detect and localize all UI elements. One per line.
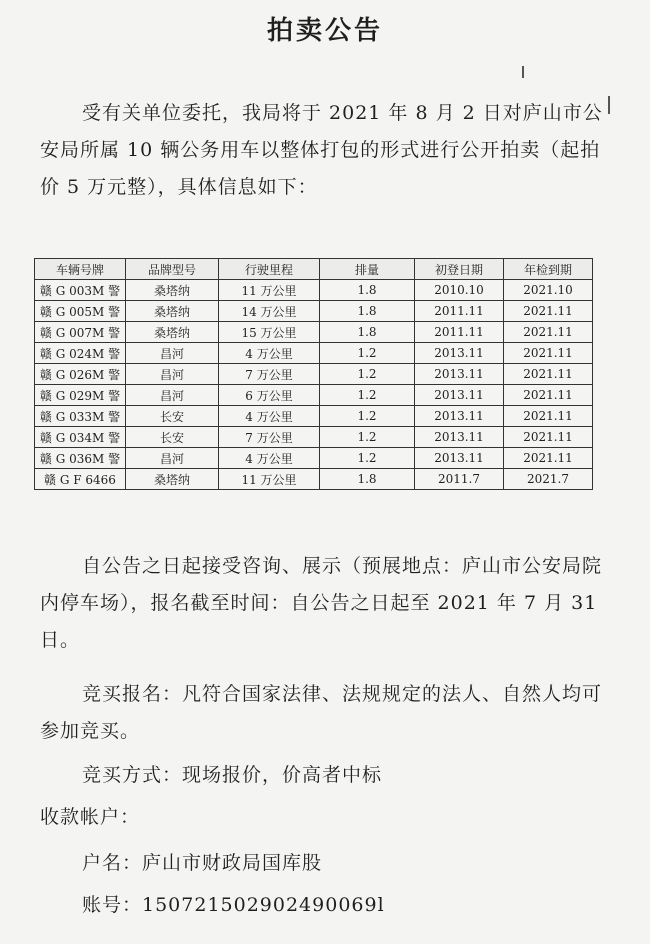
table-cell: 赣 G 036M 警 bbox=[35, 448, 126, 469]
table-header-cell: 行驶里程 bbox=[219, 259, 320, 280]
table-cell: 赣 G 034M 警 bbox=[35, 427, 126, 448]
table-cell: 桑塔纳 bbox=[126, 301, 219, 322]
signup-paragraph bbox=[40, 676, 610, 750]
table-cell: 赣 G 005M 警 bbox=[35, 301, 126, 322]
table-cell: 7 万公里 bbox=[219, 427, 320, 448]
table-cell: 2011.11 bbox=[415, 322, 504, 343]
table-cell: 2021.11 bbox=[504, 322, 593, 343]
account-heading: 收款帐户： bbox=[40, 806, 141, 828]
table-cell: 桑塔纳 bbox=[126, 469, 219, 490]
table-cell: 2013.11 bbox=[415, 364, 504, 385]
table-cell: 2021.11 bbox=[504, 385, 593, 406]
table-row bbox=[35, 364, 593, 385]
table-cell: 桑塔纳 bbox=[126, 322, 219, 343]
vehicle-table bbox=[34, 258, 593, 490]
table-body bbox=[35, 280, 593, 490]
intro-paragraph bbox=[40, 95, 610, 206]
method-line: 竞买方式：现场报价，价高者中标 bbox=[82, 764, 383, 786]
table-row bbox=[35, 385, 593, 406]
table-cell: 2013.11 bbox=[415, 427, 504, 448]
table-cell: 2011.11 bbox=[415, 301, 504, 322]
table-cell: 1.8 bbox=[320, 469, 415, 490]
table-cell: 桑塔纳 bbox=[126, 280, 219, 301]
table-cell: 6 万公里 bbox=[219, 385, 320, 406]
account-number: 账号：150721502902490069l bbox=[82, 894, 385, 916]
table-cell: 11 万公里 bbox=[219, 469, 320, 490]
table-cell: 2013.11 bbox=[415, 343, 504, 364]
table-cell: 1.2 bbox=[320, 406, 415, 427]
table-cell: 赣 G F 6466 bbox=[35, 469, 126, 490]
table-cell: 昌河 bbox=[126, 448, 219, 469]
table-cell: 昌河 bbox=[126, 385, 219, 406]
signup-text: 竞买报名：凡符合国家法律、法规规定的法人、自然人均可参加竞买。 bbox=[40, 683, 603, 742]
intro-text: 受有关单位委托，我局将于 2021 年 8 月 2 日对庐山市公安局所属 10 辆公务用车以整体打包的形式进行公开拍卖（起拍价 5 万元整），具体信息如下： bbox=[40, 102, 603, 198]
table-row bbox=[35, 301, 593, 322]
table-cell: 2013.11 bbox=[415, 385, 504, 406]
table-cell: 长安 bbox=[126, 427, 219, 448]
account-name: 户名：庐山市财政局国库股 bbox=[82, 852, 323, 874]
table-cell: 2021.11 bbox=[504, 364, 593, 385]
table-header-cell: 车辆号牌 bbox=[35, 259, 126, 280]
table-cell: 4 万公里 bbox=[219, 448, 320, 469]
table-cell: 长安 bbox=[126, 406, 219, 427]
table-cell: 1.2 bbox=[320, 343, 415, 364]
table-cell: 1.2 bbox=[320, 385, 415, 406]
table-row bbox=[35, 322, 593, 343]
table-cell: 赣 G 003M 警 bbox=[35, 280, 126, 301]
table-header-row bbox=[35, 259, 593, 280]
table-cell: 1.8 bbox=[320, 280, 415, 301]
consult-text: 自公告之日起接受咨询、展示（预展地点：庐山市公安局院内停车场），报名截至时间：自公告之日起至 2021 年 7 月 31 日。 bbox=[40, 555, 603, 651]
table-cell: 1.2 bbox=[320, 427, 415, 448]
table-cell: 7 万公里 bbox=[219, 364, 320, 385]
table-cell: 11 万公里 bbox=[219, 280, 320, 301]
table-header-cell: 年检到期 bbox=[504, 259, 593, 280]
table-row bbox=[35, 343, 593, 364]
table-cell: 赣 G 033M 警 bbox=[35, 406, 126, 427]
table-cell: 1.8 bbox=[320, 301, 415, 322]
table-cell: 15 万公里 bbox=[219, 322, 320, 343]
table-cell: 2011.7 bbox=[415, 469, 504, 490]
table-cell: 昌河 bbox=[126, 364, 219, 385]
table-cell: 赣 G 029M 警 bbox=[35, 385, 126, 406]
table-header-cell: 品牌型号 bbox=[126, 259, 219, 280]
table-cell: 2010.10 bbox=[415, 280, 504, 301]
table-header-cell: 初登日期 bbox=[415, 259, 504, 280]
table-cell: 2013.11 bbox=[415, 448, 504, 469]
table-cell: 4 万公里 bbox=[219, 343, 320, 364]
table-header-cell: 排量 bbox=[320, 259, 415, 280]
table-cell: 赣 G 007M 警 bbox=[35, 322, 126, 343]
table-cell: 1.2 bbox=[320, 448, 415, 469]
table-cell: 昌河 bbox=[126, 343, 219, 364]
table-row bbox=[35, 406, 593, 427]
page-title: 拍卖公告 bbox=[266, 16, 383, 46]
table-cell: 1.8 bbox=[320, 322, 415, 343]
table-row bbox=[35, 469, 593, 490]
table-cell: 2021.7 bbox=[504, 469, 593, 490]
table-cell: 2021.11 bbox=[504, 343, 593, 364]
table-cell: 赣 G 024M 警 bbox=[35, 343, 126, 364]
table-row bbox=[35, 427, 593, 448]
table-cell: 2013.11 bbox=[415, 406, 504, 427]
consult-paragraph bbox=[40, 548, 610, 659]
table-cell: 2021.11 bbox=[504, 448, 593, 469]
table-cell: 2021.10 bbox=[504, 280, 593, 301]
table-cell: 2021.11 bbox=[504, 301, 593, 322]
table-cell: 2021.11 bbox=[504, 427, 593, 448]
table-row bbox=[35, 448, 593, 469]
table-row bbox=[35, 280, 593, 301]
table-cell: 14 万公里 bbox=[219, 301, 320, 322]
table-cell: 赣 G 026M 警 bbox=[35, 364, 126, 385]
scan-mark bbox=[522, 66, 524, 78]
table-cell: 1.2 bbox=[320, 364, 415, 385]
table-cell: 4 万公里 bbox=[219, 406, 320, 427]
table-cell: 2021.11 bbox=[504, 406, 593, 427]
